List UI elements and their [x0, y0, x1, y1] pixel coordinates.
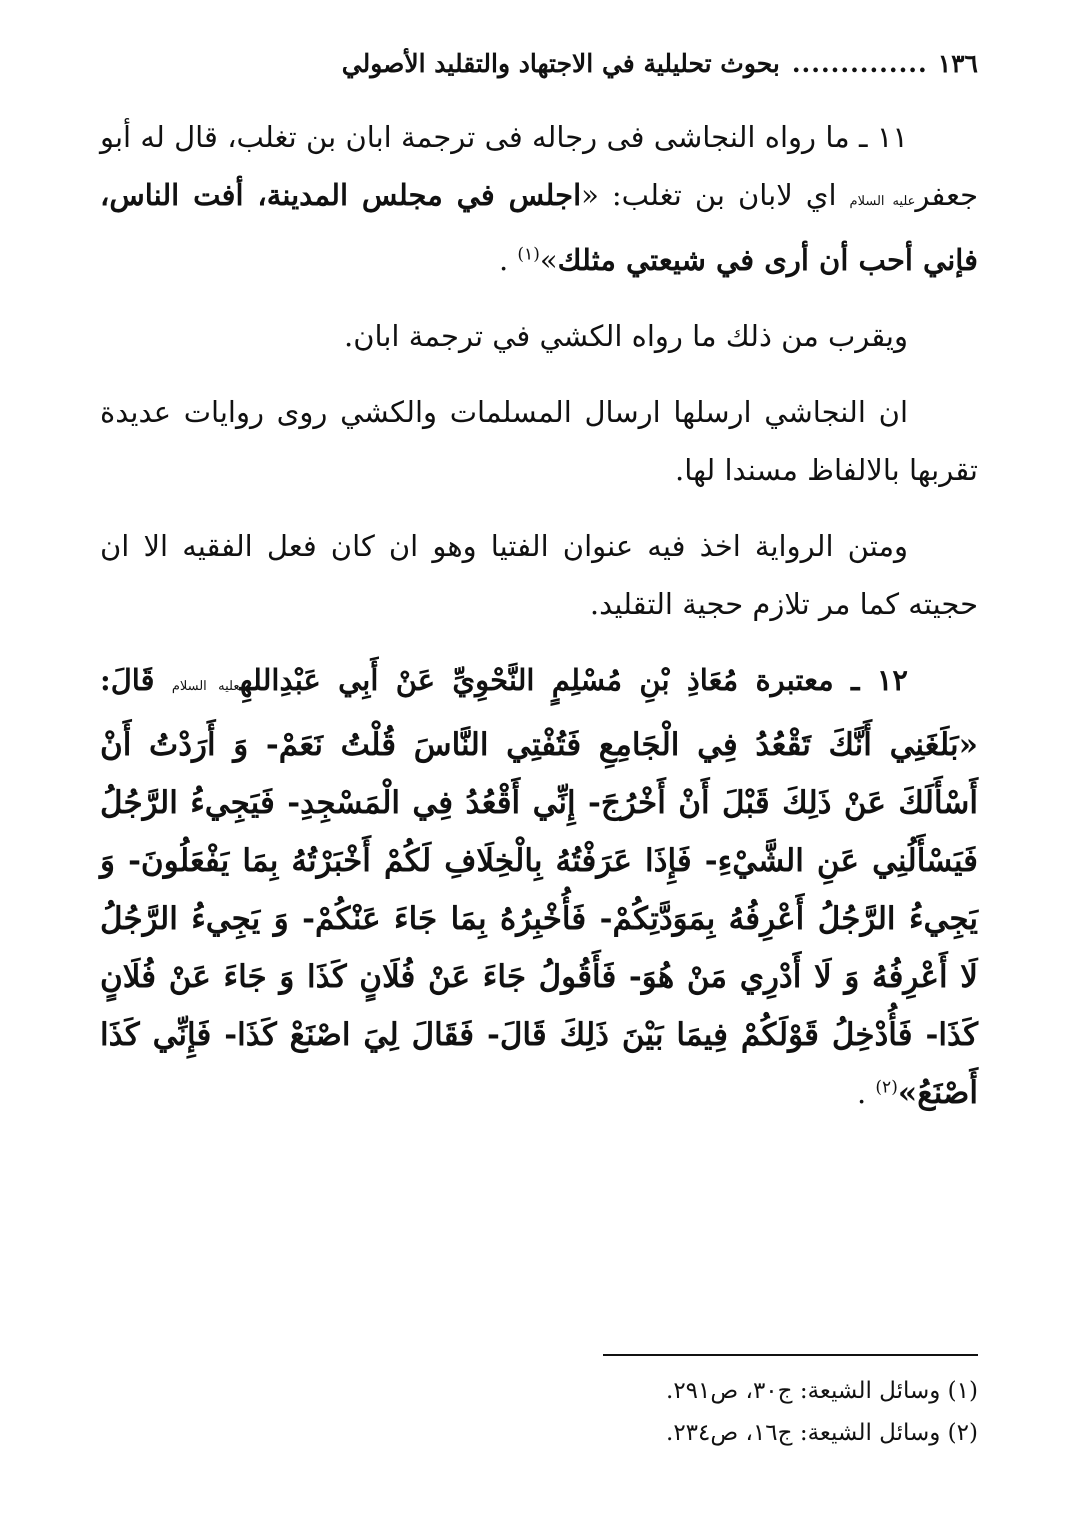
paragraph-11-mid: اي لابان بن تغلب: «: [581, 178, 850, 212]
paragraph-kashshi: ويقرب من ذلك ما رواه الكشي في ترجمة ابان.: [344, 319, 908, 353]
paragraph-11-end: .: [498, 243, 518, 277]
paragraph-11: [100, 108, 978, 289]
page-number: ١٣٦: [937, 49, 978, 78]
running-header: [100, 44, 978, 88]
book-title: بحوث تحليلية في الاجتهاد والتقليد الأصولي: [341, 49, 780, 78]
honorific-glyph: عليه السلام: [849, 194, 916, 209]
paragraph-11-quote: اجلس في مجلس المدينة، أفت الناس، فإني أحب أن أرى في شيعتي مثلك: [100, 178, 978, 277]
footnotes: [100, 1370, 978, 1454]
document-page: [100, 44, 978, 1504]
paragraph-12-qala: قَالَ:: [100, 663, 172, 697]
honorific-glyph: عليه السلام: [171, 679, 240, 694]
paragraph-12-end: .: [856, 1076, 876, 1110]
paragraph-najashi: ان النجاشي ارسلها ارسال المسلمات والكشي روى روايات عديدة تقربها بالالفاظ مسندا لها.: [100, 395, 978, 487]
footnote-1: (١) وسائل الشيعة: ج٣٠، ص٢٩١.: [666, 1378, 978, 1404]
footnote-ref-2: (٢): [875, 1077, 898, 1098]
paragraph-11-lead: ١١ ـ ما رواه النجاشى فى رجاله فى ترجمة ابان بن تغلب، قال له أبو جعفر: [100, 120, 979, 212]
footnote-divider: [603, 1354, 978, 1356]
paragraph-12: [100, 651, 978, 1122]
footnote-2: (٢) وسائل الشيعة: ج١٦، ص٢٣٤.: [666, 1420, 978, 1446]
footnote-ref-1: (١): [517, 244, 540, 265]
paragraph-11-close-quote: »: [539, 243, 558, 277]
paragraph-12-lead: ١٢ ـ معتبرة مُعَاذِ بْنِ مُسْلِمٍ النَّحْوِيِّ عَنْ أَبِي عَبْدِاللهِ: [239, 663, 909, 697]
paragraph-matn: ومتن الرواية اخذ فيه عنوان الفتيا وهو ان كان فعل الفقيه الا ان حجيته كما مر تلازم حجية التقليد.: [100, 529, 978, 621]
body-text: [100, 108, 978, 1122]
header-leader-dots: ..............: [791, 49, 928, 78]
hadith-quote: «بَلَغَنِي أَنَّكَ تَقْعُدُ فِي الْجَامِعِ فَتُفْتِي النَّاسَ قُلْتُ نَعَمْ- وَ أَرَدْتُ أَنْ أَسْأَلَكَ عَنْ ذَلِكَ قَبْلَ أَنْ أَخْرُجَ- إِنِّي أَقْعُدُ فِي الْمَسْجِدِ- فَيَجِيءُ الرَّجُلُ فَيَسْأَلُنِي عَنِ الشَّيْءِ- فَإِذَا عَرَفْتُهُ بِالْخِلَافِ لَكُمْ أَخْبَرْتُهُ بِمَا يَفْعَلُونَ- وَ يَجِيءُ الرَّجُلُ أَعْرِفُهُ بِمَوَدَّتِكُمْ- فَأُخْبِرُهُ بِمَا جَاءَ عَنْكُمْ- وَ يَجِيءُ الرَّجُلُ لَا أَعْرِفُهُ وَ لَا أَدْرِي مَنْ هُوَ- فَأَقُولُ جَاءَ عَنْ فُلَانٍ كَذَا وَ جَاءَ عَنْ فُلَانٍ كَذَا- فَأُدْخِلُ قَوْلَكُمْ فِيمَا بَيْنَ ذَلِكَ قَالَ- فَقَالَ لِيَ اصْنَعْ كَذَا- فَإِنِّي كَذَا أَصْنَعُ»: [100, 727, 978, 1111]
